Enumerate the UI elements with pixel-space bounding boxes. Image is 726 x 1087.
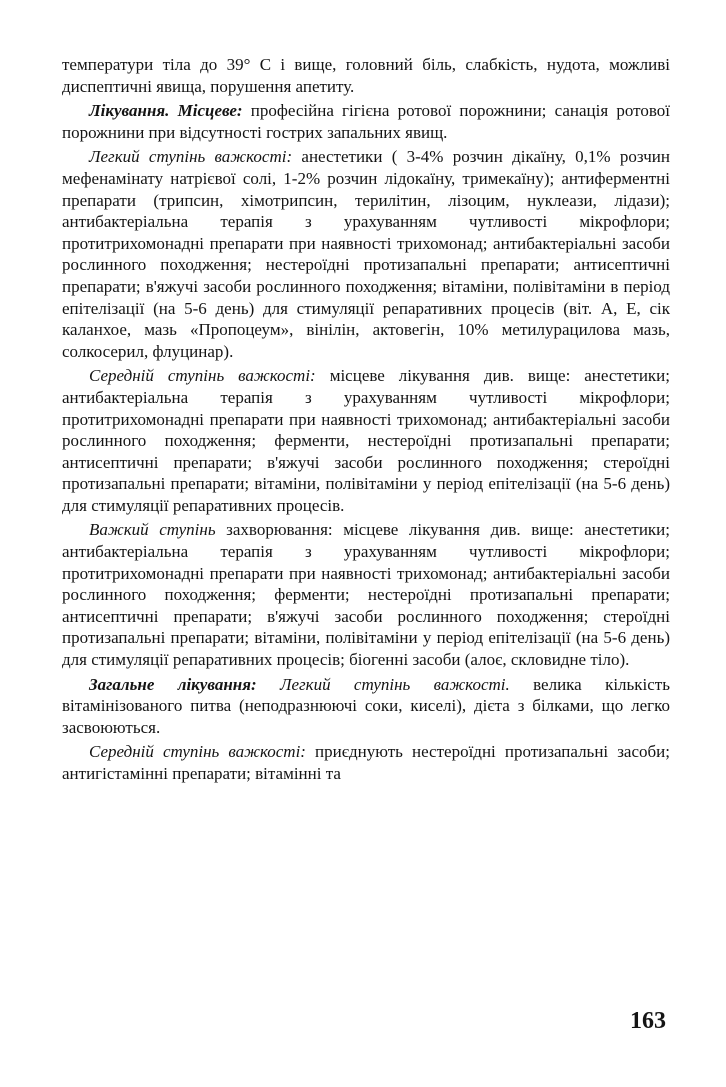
body-text	[62, 54, 670, 788]
severity-heading: Легкий ступінь важкості.	[256, 674, 510, 694]
paragraph-local-treatment	[62, 100, 670, 143]
severity-heading: Легкий ступінь важкості:	[89, 147, 293, 167]
paragraph-general-treatment	[62, 674, 670, 739]
page-number: 163	[630, 1008, 666, 1034]
severity-heading: Середній ступінь важкості:	[89, 366, 316, 386]
paragraph-text: анестетики ( 3-4% розчин дікаїну, 0,1% розчин мефенамінату натрієвої солі, 1-2% розчин лідокаїну, тримекаїну); антиферментні препарати (трипсин, хімотрипсин, терилітин, лізоцим, нуклеази, лідази); антибактеріальна терапія з урахуванням чутливості мікрофлори; протитрихомонадні препарати при наявності трихомонад; антибактеріальні засоби рослинного походження; нестероїдні протизапальні препарати; антисептичні препарати; в'яжучі засоби рослинного походження; вітаміни, полівітаміни в період епітелізації (на 5-6 день) для стимуляції репаративних процесів (віт. А, Е, сік каланхое, мазь «Пропоцеум», вінілін, актовегін, 10% метилурацилова мазь, солкосерил, флуцинар).	[62, 147, 670, 361]
paragraph-text: велика кількість вітамінізованого питва (неподразнюючі соки, киселі), дієта з білками, що легко засвоюються.	[62, 674, 670, 737]
paragraph-moderate-severity	[62, 365, 670, 516]
paragraph-severe	[62, 519, 670, 670]
section-heading: Загальне лікування:	[89, 674, 257, 694]
paragraph-text: приєднують нестероїдні протизапальні засоби; антигістамінні препарати; вітамінні та	[62, 742, 670, 783]
section-heading: Лікування. Місцеве:	[89, 101, 243, 121]
paragraph-text: професійна гігієна ротової порожнини; санація ротової порожнини при відсутності гострих запальних явищ.	[62, 101, 670, 142]
severity-heading: Середній ступінь важкості:	[89, 742, 306, 762]
paragraph-text: захворювання: місцеве лікування див. вище: анестетики; антибактеріальна терапія з урахуванням чутливості мікрофлори; протитрихомонадні препарати при наявності трихомонад; антибактеріальні засоби рослинного походження; ферменти; нестероїдні протизапальні препарати; антисептичні препарати; в'яжучі засоби рослинного походження; стероїдні протизапальні препарати; вітаміни, полівітаміни у період епітелізації (на 5-6 день) для стимуляції репаративних процесів; біогенні засоби (алоє, скловидне тіло).	[62, 520, 670, 670]
paragraph-text: місцеве лікування див. вище: анестетики; антибактеріальна терапія з урахуванням чутливості мікрофлори; протитрихомонадні препарати при наявності трихомонад; антибактеріальні засоби рослинного походження; ферменти, нестероїдні протизапальні препарати; антисептичні препарати; в'яжучі засоби рослинного походження; стероїдні протизапальні препарати; вітаміни, полівітаміни у період епітелізації (на 5-6 день) для стимуляції репаративних процесів.	[62, 366, 670, 515]
paragraph-general-moderate	[62, 741, 670, 784]
severity-heading: Важкий ступінь	[89, 520, 216, 540]
paragraph-symptoms-end	[62, 54, 670, 97]
paragraph-mild-severity	[62, 146, 670, 362]
paragraph-text: температури тіла до 39° С і вище, головний біль, слабкість, нудота, можливі диспептичні явища, порушення апетиту.	[62, 55, 670, 96]
